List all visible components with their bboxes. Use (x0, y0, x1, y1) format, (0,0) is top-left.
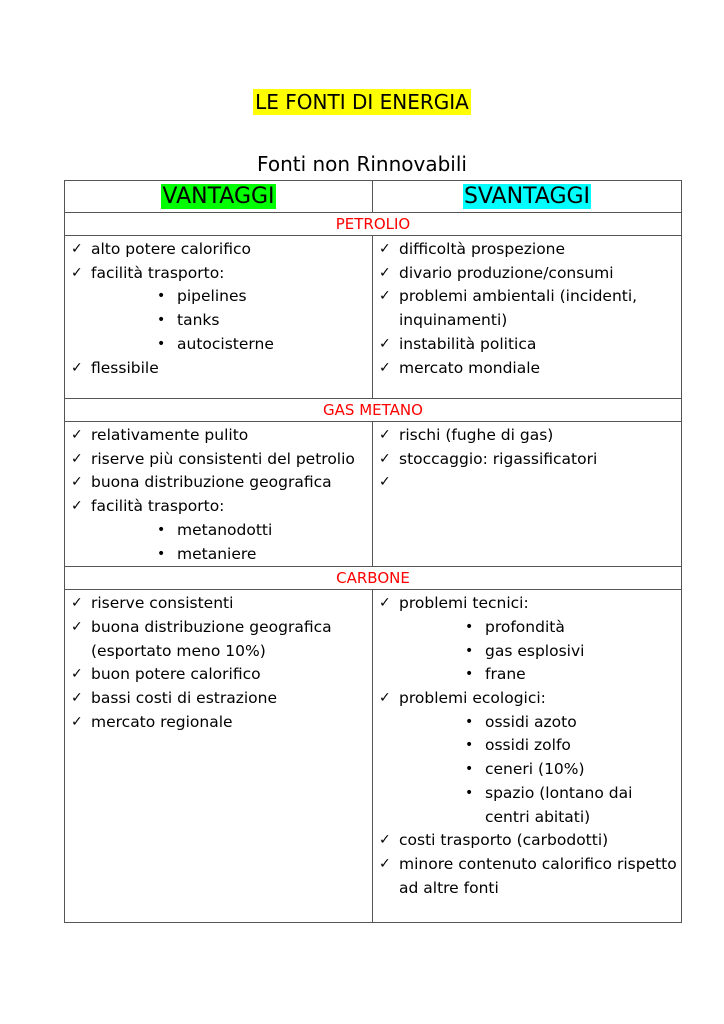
bullet-icon: • (157, 312, 166, 329)
list-item (71, 663, 372, 687)
sub-list-item (399, 616, 681, 640)
checkmark-icon: ✓ (379, 855, 391, 872)
disadvantages-cell (373, 590, 682, 923)
sub-list-item-text: metaniere (177, 544, 257, 563)
list-item (71, 495, 372, 566)
list-item-text: mercato regionale (91, 712, 233, 731)
list-item-text: instabilità politica (399, 334, 537, 353)
list-item-text: facilità trasporto: (91, 497, 225, 516)
sub-list-item-text: spazio (lontano dai centri abitati) (485, 783, 633, 826)
bullet-icon: • (157, 288, 166, 305)
list-item-text: costi trasporto (carbodotti) (399, 831, 609, 850)
list-item-text: minore contenuto calorifico rispetto ad altre fonti (399, 854, 677, 897)
list-item-text: buona distribuzione geografica (91, 473, 332, 492)
sub-list-item-text: tanks (177, 311, 220, 330)
bullet-icon: • (465, 642, 474, 659)
checkmark-icon: ✓ (379, 832, 391, 849)
disadvantages-list (373, 422, 681, 491)
list-item (379, 333, 681, 357)
document-title-wrap (0, 88, 724, 116)
bullet-icon: • (465, 666, 474, 683)
list-item (379, 687, 681, 829)
list-item-text: problemi ambientali (incidenti, inquinamenti) (399, 287, 638, 330)
sub-list (91, 519, 372, 566)
checkmark-icon: ✓ (71, 690, 83, 707)
sub-list-item-text: ossidi azoto (485, 712, 577, 731)
advantages-cell (65, 236, 373, 399)
list-item-text: facilità trasporto: (91, 263, 225, 282)
header-cell-advantages (65, 181, 373, 213)
sub-list-item (399, 734, 681, 758)
checkmark-icon: ✓ (71, 359, 83, 376)
list-item-text: alto potere calorifico (91, 240, 251, 258)
list-item-text: stoccaggio: rigassificatori (399, 449, 598, 468)
section-title: PETROLIO (65, 213, 682, 236)
checkmark-icon: ✓ (71, 595, 83, 612)
sub-list-item-text: ceneri (10%) (485, 760, 585, 779)
checkmark-icon: ✓ (379, 474, 391, 491)
sub-list (399, 616, 681, 687)
list-item (379, 448, 681, 472)
list-item-text: flessibile (91, 358, 159, 377)
disadvantages-cell (373, 422, 682, 567)
list-item-text: relativamente pulito (91, 426, 249, 444)
list-item (379, 592, 681, 687)
sub-list-item-text: frane (485, 665, 526, 684)
sub-list-item-text: profondità (485, 617, 565, 636)
advantages-list (65, 590, 372, 734)
sub-list-item-text: gas esplosivi (485, 641, 585, 660)
list-item (71, 238, 372, 262)
advantages-list (65, 236, 372, 380)
list-item (379, 424, 681, 448)
advantages-cell (65, 590, 373, 923)
checkmark-icon: ✓ (71, 618, 83, 635)
sub-list (91, 285, 372, 356)
bullet-icon: • (157, 521, 166, 538)
list-item (379, 262, 681, 286)
list-item (379, 829, 681, 853)
checkmark-icon: ✓ (379, 288, 391, 305)
sub-list-item (91, 333, 372, 357)
sub-list-item (91, 285, 372, 309)
list-item (379, 357, 681, 381)
section-header-row (65, 213, 682, 236)
section-title: CARBONE (65, 567, 682, 590)
list-item (71, 262, 372, 357)
bullet-icon: • (465, 618, 474, 635)
section-body-row (65, 236, 682, 399)
list-item (379, 238, 681, 262)
checkmark-icon: ✓ (71, 474, 83, 491)
bullet-icon: • (465, 761, 474, 778)
list-item (71, 592, 372, 616)
document-subtitle: Fonti non Rinnovabili (257, 152, 467, 176)
list-item-text: rischi (fughe di gas) (399, 426, 554, 444)
header-row (65, 181, 682, 213)
header-advantages: VANTAGGI (162, 183, 275, 209)
sub-list-item (399, 758, 681, 782)
list-item-text: buona distribuzione geografica (esportato meno 10%) (91, 617, 332, 660)
checkmark-icon: ✓ (379, 690, 391, 707)
list-item-text: buon potere calorifico (91, 665, 261, 684)
checkmark-icon: ✓ (379, 241, 391, 257)
sub-list-item-text: ossidi zolfo (485, 736, 571, 755)
section-title: GAS METANO (65, 399, 682, 422)
section-header-row (65, 567, 682, 590)
list-item-text: riserve consistenti (91, 594, 234, 613)
sub-list-item (399, 663, 681, 687)
sub-list-item (399, 782, 681, 829)
sub-list-item-text: pipelines (177, 287, 247, 306)
checkmark-icon: ✓ (71, 498, 83, 515)
list-item-text: difficoltà prospezione (399, 240, 566, 258)
disadvantages-list (373, 236, 681, 380)
list-item-text: problemi tecnici: (399, 594, 529, 613)
bullet-icon: • (157, 545, 166, 562)
table-body (65, 181, 682, 923)
list-item (71, 357, 372, 381)
list-item-text: bassi costi di estrazione (91, 689, 278, 708)
section-body-row (65, 422, 682, 567)
list-item-text: riserve più consistenti del petrolio (91, 449, 355, 468)
list-item (71, 448, 372, 472)
bullet-icon: • (157, 335, 166, 352)
checkmark-icon: ✓ (71, 713, 83, 730)
section-header-row (65, 399, 682, 422)
disadvantages-list (373, 590, 681, 900)
checkmark-icon: ✓ (71, 241, 83, 257)
checkmark-icon: ✓ (379, 359, 391, 376)
list-item (379, 285, 681, 332)
checkmark-icon: ✓ (379, 450, 391, 467)
bullet-icon: • (465, 713, 474, 730)
document-title: LE FONTI DI ENERGIA (255, 90, 469, 114)
list-item (71, 687, 372, 711)
bullet-icon: • (465, 784, 474, 801)
section-body-row (65, 590, 682, 923)
checkmark-icon: ✓ (379, 595, 391, 612)
disadvantages-cell (373, 236, 682, 399)
list-item (71, 424, 372, 448)
list-item-text: mercato mondiale (399, 358, 541, 377)
bullet-icon: • (465, 737, 474, 754)
checkmark-icon: ✓ (71, 666, 83, 683)
sub-list-item-text: metanodotti (177, 520, 273, 539)
sub-list-item (399, 640, 681, 664)
sub-list-item (91, 519, 372, 543)
advantages-cell (65, 422, 373, 567)
sub-list-item (91, 309, 372, 333)
checkmark-icon: ✓ (71, 264, 83, 281)
advantages-list (65, 422, 372, 566)
checkmark-icon: ✓ (71, 450, 83, 467)
list-item-text: divario produzione/consumi (399, 263, 614, 282)
sub-list (399, 711, 681, 830)
energy-sources-table (64, 180, 682, 923)
sub-list-item (91, 543, 372, 567)
checkmark-icon: ✓ (379, 427, 391, 443)
checkmark-icon: ✓ (379, 264, 391, 281)
checkmark-icon: ✓ (379, 335, 391, 352)
list-item (379, 853, 681, 900)
list-item (71, 471, 372, 495)
header-cell-disadvantages (373, 181, 682, 213)
list-item (71, 616, 372, 663)
list-item (71, 711, 372, 735)
checkmark-icon: ✓ (71, 427, 83, 443)
header-disadvantages: SVANTAGGI (463, 183, 591, 209)
sub-list-item (399, 711, 681, 735)
sub-list-item-text: autocisterne (177, 334, 274, 353)
list-item-text: problemi ecologici: (399, 689, 546, 708)
